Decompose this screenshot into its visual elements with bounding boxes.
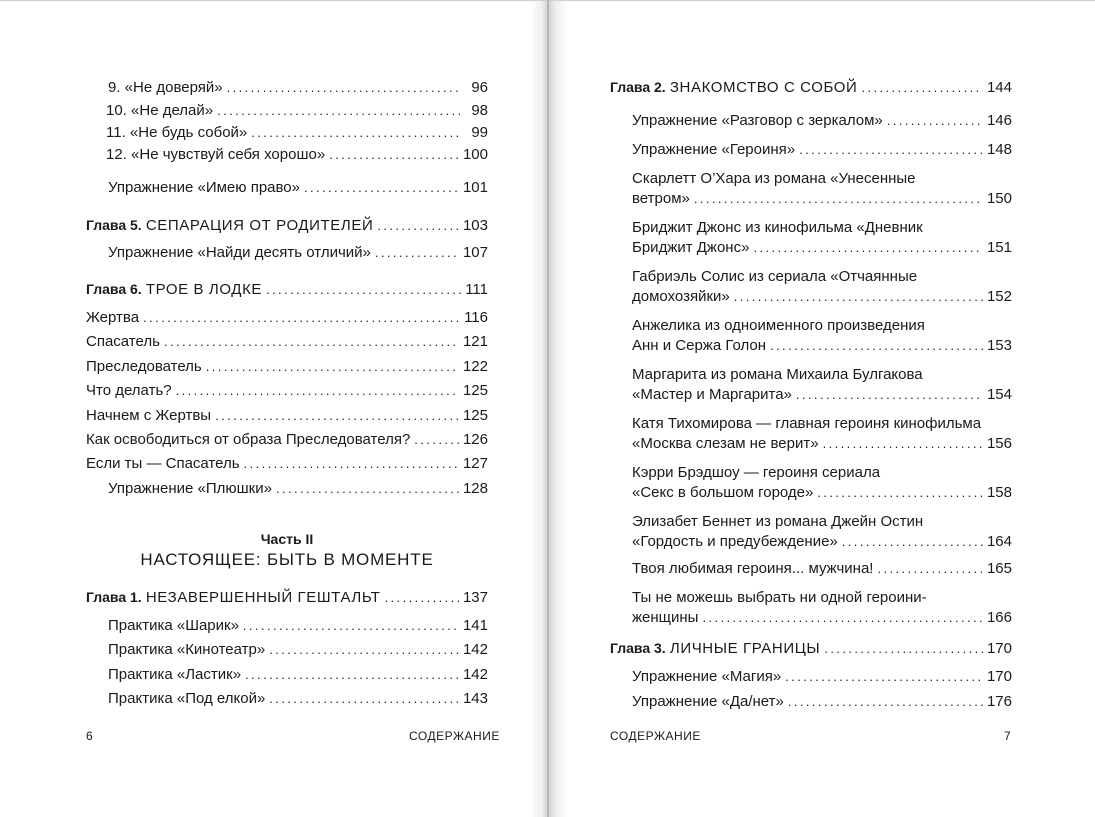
entry-title: Как освободиться от образа Преследователя? — [86, 431, 411, 448]
entry-title: Упражнение «Героиня» — [632, 141, 796, 158]
entry-title: Бриджит Джонс» — [632, 239, 750, 256]
entry-title: Что делать? — [86, 382, 172, 399]
chapter-title: ЛИЧНЫЕ ГРАНИЦЫ — [669, 640, 821, 657]
toc-chapter — [86, 279, 488, 300]
entry-title: 11. «Не будь собой» — [106, 124, 248, 141]
entry-title: «Мастер и Маргарита» — [632, 386, 792, 403]
entry-page: 98 — [471, 102, 488, 119]
running-header: СОДЕРЖАНИЕ — [409, 729, 500, 743]
toc-entry — [86, 454, 488, 474]
toc-entry-multiline — [610, 463, 1012, 503]
entry-title: 10. «Не делай» — [106, 102, 214, 119]
entry-title: женщины — [632, 609, 699, 626]
entry-page: 148 — [986, 141, 1012, 158]
entry-page: 111 — [465, 281, 488, 298]
toc-chapter — [86, 587, 488, 608]
entry-page: 127 — [462, 455, 488, 472]
chapter-title: ТРОЕ В ЛОДКЕ — [145, 281, 263, 298]
running-header: СОДЕРЖАНИЕ — [610, 729, 701, 743]
entry-page: 103 — [462, 217, 488, 234]
entry-title: Практика «Ластик» — [108, 666, 242, 683]
entry-title: Практика «Кинотеатр» — [108, 641, 266, 658]
page-number: 6 — [86, 729, 94, 743]
entry-page: 101 — [462, 179, 488, 196]
toc-entry — [86, 640, 488, 660]
entry-title: Практика «Шарик» — [108, 617, 239, 634]
entry-page: 128 — [462, 480, 488, 497]
entry-page: 164 — [986, 533, 1012, 550]
toc-entry — [86, 406, 488, 426]
toc-entry — [86, 178, 488, 198]
entry-title: Если ты — Спасатель — [86, 455, 240, 472]
entry-page: 142 — [462, 666, 488, 683]
entry-page: 176 — [986, 693, 1012, 710]
entry-title: домохозяйки» — [632, 288, 730, 305]
entry-page: 107 — [462, 244, 488, 261]
entry-title: 12. «Не чувствуй себя хорошо» — [106, 146, 326, 163]
entry-title-line1: Бриджит Джонс из кинофильма «Дневник — [632, 219, 923, 236]
entry-title-line1: Ты не можешь выбрать ни одной героини- — [632, 589, 927, 606]
toc-entry — [86, 357, 488, 377]
toc-entry — [86, 381, 488, 401]
chapter-label: Глава 2. — [610, 79, 666, 95]
entry-title: Упражнение «Найди десять отличий» — [108, 244, 371, 261]
entry-page: 99 — [471, 124, 488, 141]
toc-chapter — [86, 215, 488, 236]
entry-page: 158 — [986, 484, 1012, 501]
entry-page: 141 — [462, 617, 488, 634]
toc-entry-multiline — [610, 169, 1012, 209]
part-title: НАСТОЯЩЕЕ: БЫТЬ В МОМЕНТЕ — [140, 550, 434, 569]
toc-entry-multiline — [610, 316, 1012, 356]
toc-chapter — [610, 77, 1012, 98]
entry-page: 151 — [986, 239, 1012, 256]
toc-entry — [610, 559, 1012, 579]
toc-entry — [610, 692, 1012, 712]
entry-title: Начнем с Жертвы — [86, 407, 212, 424]
toc-entry — [86, 430, 488, 450]
chapter-label: Глава 6. — [86, 281, 142, 297]
toc-chapter — [610, 638, 1012, 659]
entry-title-line1: Катя Тихомирова — главная героиня кинофильма — [632, 415, 982, 432]
entry-page: 166 — [986, 609, 1012, 626]
chapter-title: СЕПАРАЦИЯ ОТ РОДИТЕЛЕЙ — [145, 217, 374, 234]
toc-entry — [610, 667, 1012, 687]
toc-entry-multiline — [610, 414, 1012, 454]
entry-page: 100 — [462, 146, 488, 163]
entry-title-line1: Элизабет Беннет из романа Джейн Остин — [632, 513, 924, 530]
entry-page: 125 — [462, 407, 488, 424]
toc-entry — [86, 479, 488, 499]
part-label: Часть II — [260, 531, 314, 547]
toc-entry — [86, 689, 488, 709]
toc-entry — [610, 111, 1012, 131]
chapter-label: Глава 1. — [86, 589, 142, 605]
entry-title: Жертва — [86, 309, 140, 326]
toc-entry — [86, 78, 488, 98]
toc-entry-multiline — [610, 588, 1012, 628]
chapter-label: Глава 3. — [610, 640, 666, 656]
toc-entry — [86, 145, 488, 165]
toc-entry — [610, 140, 1012, 160]
entry-page: 96 — [471, 79, 488, 96]
entry-page: 142 — [462, 641, 488, 658]
entry-title: «Секс в большом городе» — [632, 484, 814, 501]
chapter-title: ЗНАКОМСТВО С СОБОЙ — [669, 79, 858, 96]
entry-title: Преследователь — [86, 358, 202, 375]
entry-title: ветром» — [632, 190, 690, 207]
entry-title: Упражнение «Плюшки» — [108, 480, 272, 497]
entry-title: Упражнение «Да/нет» — [632, 693, 784, 710]
entry-title: Анн и Сержа Голон — [632, 337, 767, 354]
toc-entry — [86, 332, 488, 352]
entry-page: 137 — [462, 589, 488, 606]
toc-entry-multiline — [610, 218, 1012, 258]
entry-page: 153 — [986, 337, 1012, 354]
toc-entry — [86, 243, 488, 263]
entry-title: Практика «Под елкой» — [108, 690, 266, 707]
entry-title: Спасатель — [86, 333, 160, 350]
entry-page: 165 — [986, 560, 1012, 577]
entry-title: Упражнение «Магия» — [632, 668, 782, 685]
entry-title: «Москва слезам не верит» — [632, 435, 819, 452]
toc-entry-multiline — [610, 267, 1012, 307]
entry-title: Твоя любимая героиня... мужчина! — [632, 560, 874, 577]
entry-page: 121 — [462, 333, 488, 350]
entry-title: «Гордость и предубеждение» — [632, 533, 838, 550]
entry-page: 170 — [986, 640, 1012, 657]
entry-title: 9. «Не доверяй» — [108, 79, 223, 96]
entry-page: 126 — [462, 431, 488, 448]
entry-page: 152 — [986, 288, 1012, 305]
entry-page: 150 — [986, 190, 1012, 207]
entry-page: 125 — [462, 382, 488, 399]
chapter-title: НЕЗАВЕРШЕННЫЙ ГЕШТАЛЬТ — [145, 589, 381, 606]
toc-entry — [86, 616, 488, 636]
chapter-label: Глава 5. — [86, 217, 142, 233]
entry-page: 144 — [986, 79, 1012, 96]
entry-title: Упражнение «Имею право» — [108, 179, 300, 196]
entry-page: 170 — [986, 668, 1012, 685]
toc-entry — [86, 101, 488, 121]
entry-title-line1: Анжелика из одноименного произведения — [632, 317, 925, 334]
entry-page: 156 — [986, 435, 1012, 452]
entry-page: 143 — [462, 690, 488, 707]
toc-entry-multiline — [610, 512, 1012, 552]
entry-page: 122 — [462, 358, 488, 375]
toc-entry — [86, 665, 488, 685]
entry-title-line1: Кэрри Брэдшоу — героиня сериала — [632, 464, 881, 481]
entry-title-line1: Габриэль Солис из сериала «Отчаянные — [632, 268, 918, 285]
toc-entry — [86, 308, 488, 328]
entry-title: Упражнение «Разговор с зеркалом» — [632, 112, 883, 129]
toc-entry — [86, 123, 488, 143]
entry-page: 116 — [464, 309, 488, 326]
toc-entry-multiline — [610, 365, 1012, 405]
page-number: 7 — [1004, 729, 1012, 743]
entry-page: 146 — [986, 112, 1012, 129]
entry-title-line1: Маргарита из романа Михаила Булгакова — [632, 366, 923, 383]
entry-title-line1: Скарлетт О’Хара из романа «Унесенные — [632, 170, 916, 187]
entry-page: 154 — [986, 386, 1012, 403]
left-page — [0, 0, 547, 817]
